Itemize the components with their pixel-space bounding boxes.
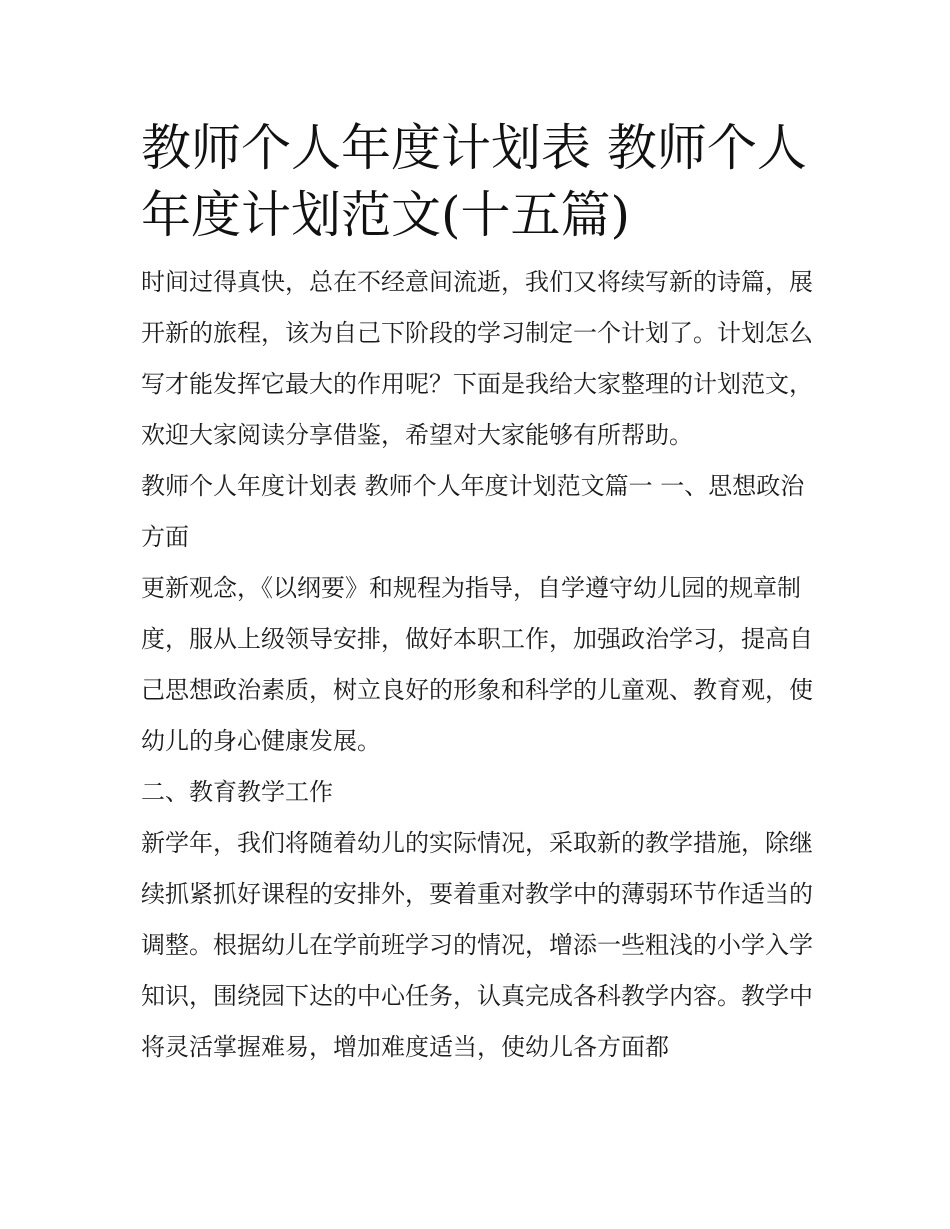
document-body [141, 115, 821, 1073]
teaching-paragraph: 新学年，我们将随着幼儿的实际情况，采取新的教学措施，除继续抓紧抓好课程的安排外，要着重对教学中的薄弱环节作适当的调整。根据幼儿在学前班学习的情况，增添一些粗浅的小学入学知识，围绕园下达的中心任务，认真完成各科教学内容。教学中将灵活掌握难易，增加难度适当，使幼儿各方面都 [141, 829, 813, 1061]
document-title: 教师个人年度计划表 教师个人年度计划范文(十五篇) [141, 119, 807, 244]
section-heading-teaching: 二、教育教学工作 [141, 778, 333, 806]
section-heading-plan-one: 教师个人年度计划表 教师个人年度计划范文篇一 一、思想政治方面 [141, 472, 805, 551]
intro-paragraph: 时间过得真快，总在不经意间流逝，我们又将续写新的诗篇，展开新的旅程，该为自己下阶段的学习制定一个计划了。计划怎么写才能发挥它最大的作用呢？下面是我给大家整理的计划范文，欢迎大家阅读分享借鉴，希望对大家能够有所帮助。 [141, 268, 813, 449]
ideology-paragraph: 更新观念，《以纲要》和规程为指导，自学遵守幼儿园的规章制度，服从上级领导安排，做好本职工作，加强政治学习，提高自己思想政治素质，树立良好的形象和科学的儿童观、教育观，使幼儿的身心健康发展。 [141, 574, 813, 755]
